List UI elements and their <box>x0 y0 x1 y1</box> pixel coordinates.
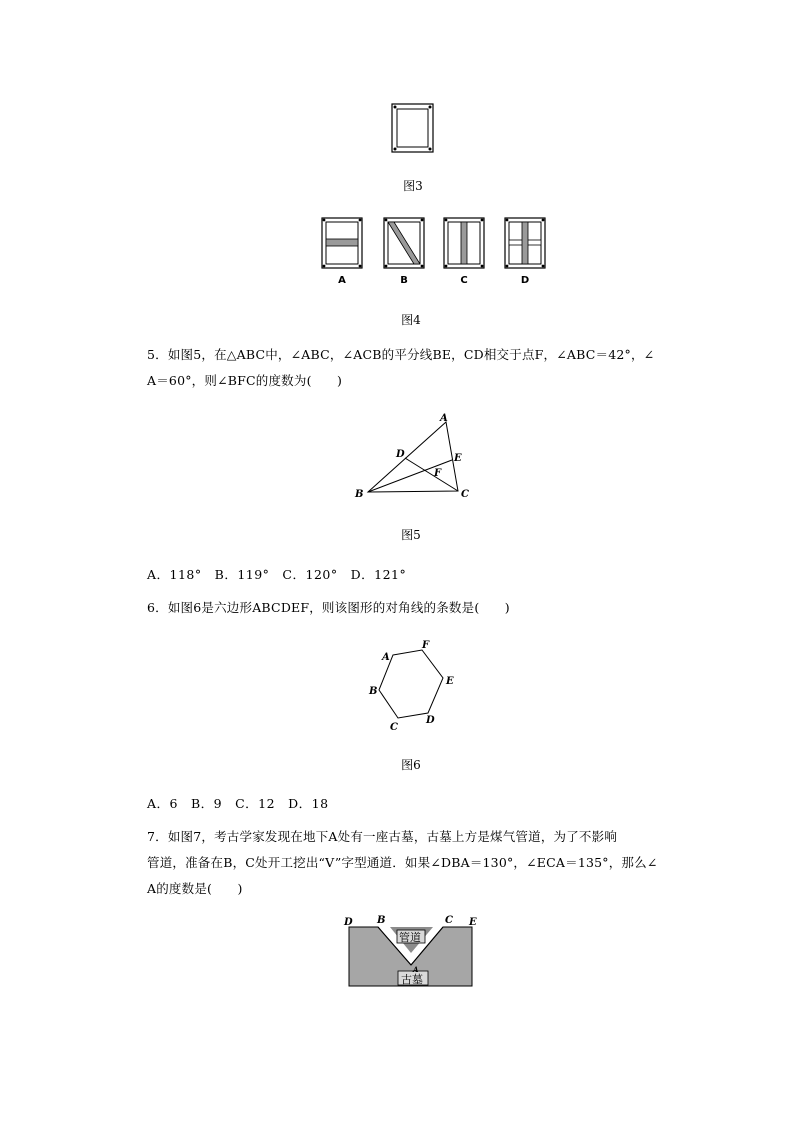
q5-line-1: 5．如图5，在△ABC中，∠ABC，∠ACB的平分线BE，CD相交于点F，∠ABC＝42°，∠ <box>147 347 655 362</box>
fig7-point-d: D <box>344 917 353 928</box>
fig5-point-e: E <box>454 453 462 464</box>
fig5-point-f: F <box>434 468 442 479</box>
q7-line-1: 7．如图7，考古学家发现在地下A处有一座古墓，古墓上方是煤气管道，为了不影响 <box>147 829 618 844</box>
fig6-point-a: A <box>382 652 390 663</box>
frame-a <box>322 218 362 268</box>
frame-d <box>505 218 545 268</box>
figure-3 <box>388 100 438 158</box>
frame-b <box>384 218 424 268</box>
fig4-label-c: C <box>460 275 468 286</box>
fig6-point-e: E <box>446 676 454 687</box>
q5-options: A．118° B．119° C．120° D．121° <box>147 567 407 582</box>
fig7-point-c: C <box>445 915 453 926</box>
fig7-tomb-label: 古墓 <box>401 973 423 986</box>
q5-line-2: A＝60°，则∠BFC的度数为( ) <box>147 373 343 388</box>
figure-3-caption: 图3 <box>403 179 423 193</box>
q7-line-3: A的度数是( ) <box>147 881 243 896</box>
figure-4-caption: 图4 <box>401 313 421 327</box>
fig4-label-b: B <box>400 275 408 286</box>
q6-line-1: 6．如图6是六边形ABCDEF，则该图形的对角线的条数是( ) <box>147 600 510 615</box>
fig4-label-d: D <box>520 275 530 286</box>
fig4-label-a: A <box>338 275 346 286</box>
figure-6-hexagon <box>366 636 462 734</box>
q7-line-2: 管道，准备在B，C处开工挖出“V”字型通道．如果∠DBA＝130°，∠ECA＝135°，那么∠ <box>147 855 658 870</box>
fig5-point-b: B <box>355 489 364 500</box>
figure-5-triangle <box>348 410 478 502</box>
fig5-point-a: A <box>440 413 448 424</box>
figure-6-caption: 图6 <box>401 758 421 772</box>
q6-options: A．6 B．9 C．12 D．18 <box>147 796 329 811</box>
fig7-point-a: A <box>413 965 419 974</box>
fig5-point-c: C <box>461 489 469 500</box>
fig6-point-c: C <box>390 722 398 733</box>
fig7-point-e: E <box>469 917 477 928</box>
fig6-point-b: B <box>369 686 378 697</box>
figure-7-tomb <box>340 910 485 992</box>
fig6-point-d: D <box>426 715 435 726</box>
fig7-point-b: B <box>377 915 386 926</box>
figure-5-caption: 图5 <box>401 528 421 542</box>
figure-4 <box>318 214 548 294</box>
fig5-point-d: D <box>396 449 405 460</box>
fig6-point-f: F <box>422 640 430 651</box>
fig7-pipe-label: 管道 <box>399 931 421 944</box>
frame-c <box>444 218 484 268</box>
